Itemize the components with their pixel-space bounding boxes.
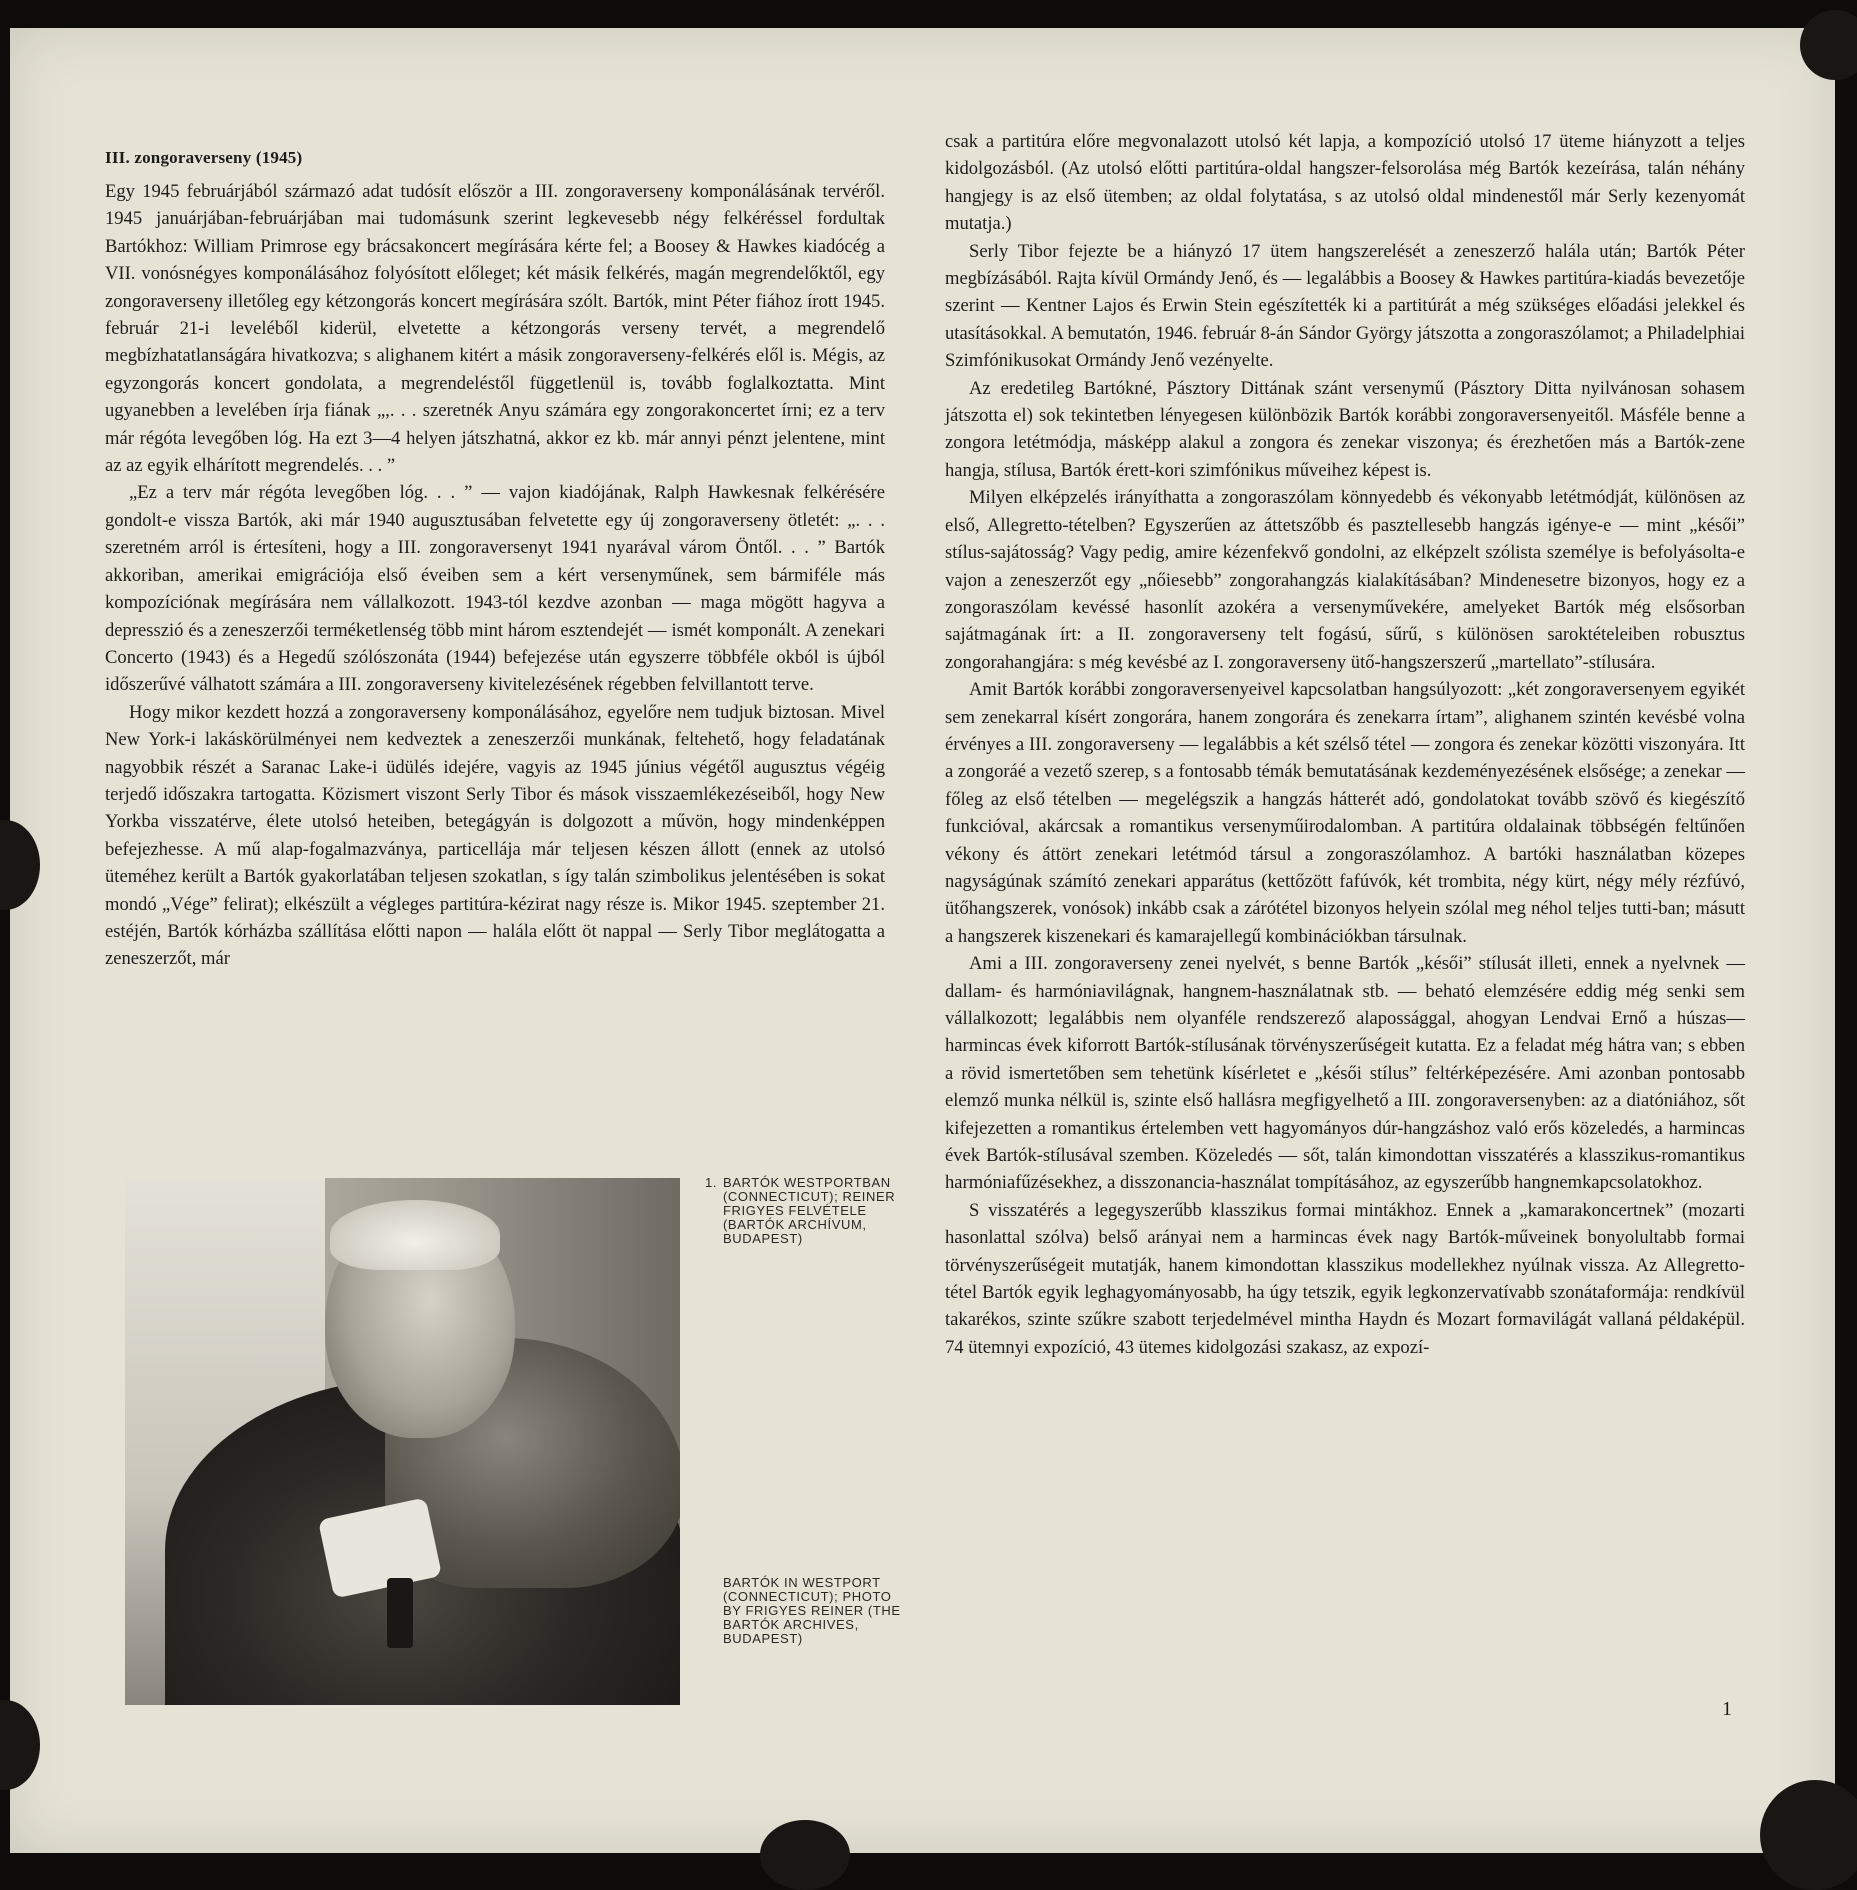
caption-text: BARTÓK WESTPORTBAN (CONNECTICUT); REINER FRIGYES FELVÉTELE (BARTÓK ARCHÍVUM, BUDAPEST) <box>723 1175 896 1246</box>
photo-caption-english: BARTÓK IN WESTPORT (CONNECTICUT); PHOTO BY FRIGYES REINER (THE BARTÓK ARCHIVES, BUDAPEST) <box>723 1575 901 1646</box>
page-number: 1 <box>1722 1698 1732 1720</box>
paragraph: Hogy mikor kezdett hozzá a zongoraverseny komponálásához, egyelőre nem tudjuk biztosan. Mivel New York-i lakáskörülményei nem kedveztek a zeneszerzői munkának, feltehető, hogy feladatának nagyobbik részét a Saranac Lake-i üdülés idejére, vagyis az 1945 június végétől augusztus végéig terjedő időszakra tartogatta. Közismert viszont Serly Tibor és mások visszaemlékezéseiből, hogy New Yorkba visszatérve, élete utolsó heteiben, betegágyán is dolgozott a művön, hogy mindenképpen befejezhesse. A mű alap-fogalmazványa, particellája már teljesen készen állott (ennek az utolsó üteméhez került a Bartók gyakorlatában teljesen szokatlan, s így talán szimbolikus jelentésében is sokat mondó „Vége” felirat); elkészült a végleges partitúra-kézirat nagy része is. Mikor 1945. szeptember 21. estéjén, Bartók kórházba szállítása előtti napon — halála előtt öt nappal — Serly Tibor meglátogatta a zeneszerzőt, már <box>105 701 885 970</box>
photo-hair <box>330 1200 500 1270</box>
paragraph: Amit Bartók korábbi zongoraversenyeivel kapcsolatban hangsúlyozott: „két zongoraversenyem egyikét sem zenekarral kísért zongorára, hanem zongorára és zenekarra írtam”, alighanem szintén kevésbé volna érvényes a III. zongoraverseny — legalábbis a két szélső tétel — zongora és zenekar közötti viszonyára. Itt a zongoráé a vezető szerep, s a fontosabb témák bemutatásának kezdeményezésének elsősége; a zenekar — főleg az első tételben — megelégszik a hangzás hátterét adó, gondolatokat tovább szövő és kiegészítő funkcióval, akárcsak a romantikus versenyműirodalomban. A partitúra oldalainak többségén feltűnően vékony és áttört zenekari letétmód társul a zongoraszólamhoz. A bartóki használatban közepes nagyságúnak számító zenekari apparátus (kettőzött fafúvók, két trombita, négy kürt, négy mély rézfúvó, ütőhangszerek, vonósok) inkább csak a zárótétel bizonyos helyein szólal meg néhol teljes tutti-ban; másutt a hangszerek kiszenekari és kamarajellegű kombinációkban társulnak. <box>945 679 1745 947</box>
binder-clip-shadow <box>1760 1780 1857 1890</box>
paragraph: Milyen elképzelés irányíthatta a zongoraszólam könnyedebb és vékonyabb letétmódját, különösen az első, Allegretto-tételben? Egyszerűen az áttetszőbb és pasztellesebb hangzás igénye-e — mint „késői” stílus-sajátosság? Vagy pedig, amire kézenfekvő gondolni, az elképzelt szólista személye is befolyásolta-e vajon a zeneszerzőt egy „nőiesebb” zongorahangzás kialakításában? Mindenesetre bizonyos, hogy ez a zongoraszólam kevéssé hasonlít azokéra a versenyművekére, amelyeket Bartók még elsősorban sajátmagának írt: a II. zongoraverseny telt fogású, sűrű, s különösen saroktételeiben robusztus zongorahangjára: s még kevésbé az I. zongoraverseny ütő-hangszerszerű „martellato”-stílusára. <box>945 487 1745 673</box>
caption-number: 1. <box>705 1175 718 1190</box>
photo-caption-hungarian <box>705 1176 905 1246</box>
left-text-column <box>105 148 885 973</box>
paragraph: S visszatérés a legegyszerűbb klasszikus formai mintákhoz. Ennek a „kamarakoncertnek” (mozarti hasonlattal szólva) belső arányai nem a harmincas évek nagy Bartók-műveinek bonyolultabb formai törvényszerűségeit mutatják, hanem kimondottan klasszikus modellekhez nyúlnak vissza. Az Allegretto-tétel Bartók egyik leghagyományosabb, ha úgy tetszik, egyik legkonzervatívabb szonátaformája: rendkívül takarékos, szinte szűkre szabott terjedelmével mintha Haydn és Mozart formavilágát vallaná példaképül. 74 ütemnyi expozíció, 43 ütemes kidolgozási szakasz, az expozí- <box>945 1199 1745 1358</box>
paragraph: csak a partitúra előre megvonalazott utolsó két lapja, a kompozíció utolsó 17 üteme hiányzott a teljes kidolgozásból. (Az utolsó előtti partitúra-oldal hangszer-felsorolása még Bartók kezeírása, talán néhány hangjegy is az első ütemben; az oldal folytatása, s az utolsó oldal mindenestől már Serly kezenyomát mutatja.) <box>945 131 1745 235</box>
paragraph: Ami a III. zongoraverseny zenei nyelvét, s benne Bartók „késői” stílusát illeti, ennek a nyelvnek — dallam- és harmóniavilágnak, hangnem-használatnak stb. — beható elemzésére eddig még senki sem vállalkozott; legalábbis nem olyanféle rendszerező alapossággal, ahogyan Lendvai Ernő a húszas—harmincas évek kiforrott Bartók-stílusának törvényszerűségeit kutatta. Ez a feladat még hátra van; s ebben a rövid ismertetőben sem tehetünk kísérletet e „késői stílus” feltérképezésére. Ami azonban pontosabb elemző munka nélkül is, szinte első hallásra megfigyelhető a III. zongoraversenyben: az a diatóniához, sőt kifejezetten a romantikus értelemben vett hagyományos dúr-hangzáshoz való erős közeledés, a harmincas évek Bartók-stílusával szemben. Közeledés — sőt, talán kimondottan visszatérés a klasszikus-romantikus harmóniafűzésekhez, a disszonancia-használat tompításához, az egyszerűbb hangnemkapcsolatokhoz. <box>945 953 1745 1194</box>
paragraph: „Ez a terv már régóta levegőben lóg. . . ” — vajon kiadójának, Ralph Hawkesnak felkérésére gondolt-e vissza Bartók, aki már 1940 augusztusában felvetette egy új zongoraverseny ötletét: „. . . szeretném arról is értesíteni, hogy a III. zongoraversenyt 1941 nyarával várom Öntől. . . ” Bartók akkoriban, amerikai emigrációja első éveiben sem a kért versenyműnek, sem bármiféle más kompozíciónak megírására nem vállalkozott. 1943-tól kezdve azonban — maga mögött hagyva a depresszió és a zeneszerzői terméketlenség több mint három esztendejét — ismét komponált. A zenekari Concerto (1943) és a Hegedű szólószonáta (1944) befejezése után egyszerre többféle okból is újból időszerűvé válhatott számára a III. zongoraverseny kivitelezésének régebben felvillantott terve. <box>105 482 885 696</box>
paragraph: Serly Tibor fejezte be a hiányzó 17 ütem hangszerelését a zeneszerző halála után; Bartók Péter megbízásából. Rajta kívül Ormándy Jenő, és — legalábbis a Boosey & Hawkes partitúra-kiadás bevezetője szerint — Kentner Lajos és Erwin Stein egészítették ki a partitúrát a még szükséges előadási jelekkel és utasításokkal. A bemutatón, 1946. február 8-án Sándor György játszotta a zongoraszólamot; a Philadelphiai Szimfónikusokat Ormándy Jenő vezényelte. <box>945 240 1745 372</box>
binder-clip-shadow <box>760 1820 850 1890</box>
section-heading: III. zongoraverseny (1945) <box>105 148 303 167</box>
booklet-page <box>10 28 1835 1853</box>
right-text-column <box>945 128 1745 1361</box>
paragraph: Az eredetileg Bartókné, Pásztory Dittának szánt versenymű (Pásztory Ditta nyilvánosan sohasem játszotta el) sok tekintetben lényegesen különbözik Bartók korábbi zongoraversenyeitől. Másféle benne a zongora letétmódja, másképp alakul a zongora és zenekar viszonya; és érezhetően más a Bartók-zene hangja, stílusa, Bartók érett-kori szimfónikus műveihez képest is. <box>945 377 1745 481</box>
paragraph: Egy 1945 februárjából származó adat tudósít először a III. zongoraverseny komponálásának tervéről. 1945 januárjában-februárjában mai tudomásunk szerint legkevesebb négy felkéréssel fordultak Bartókhoz: William Primrose egy brácsakoncert megírására kérte fel; a Boosey & Hawkes kiadócég a VII. vonósnégyes komponálásához folyósított előleget; két másik felkérés, magán megrendelőktől, egy zongoraverseny illetőleg egy kétzongorás koncert megírására szólt. Bartók, mint Péter fiához írott 1945. február 21-i leveléből kiderül, elvetette a kétzongorás verseny tervét, a megrendelő megbízhatatlanságára hivatkozva; s alighanem kitért a másik zongoraverseny-felkérés elől is. Mégis, az egyzongorás koncert gondolata, a megrendeléstől függetlenül is, tovább foglalkoztatta. Mint ugyanebben a levelében írja fiának „,. . . szeretnék Anyu számára egy zongorakoncertet írni; ez a terv már régóta levegőben lóg. Ha ezt 3—4 helyen játszhatná, akkor ez kb. már annyi pénzt jelentene, mint az az egyik elhárított megrendelés. . . ” <box>105 181 885 477</box>
bartok-photo <box>125 1178 680 1705</box>
photo-tie <box>387 1578 413 1648</box>
